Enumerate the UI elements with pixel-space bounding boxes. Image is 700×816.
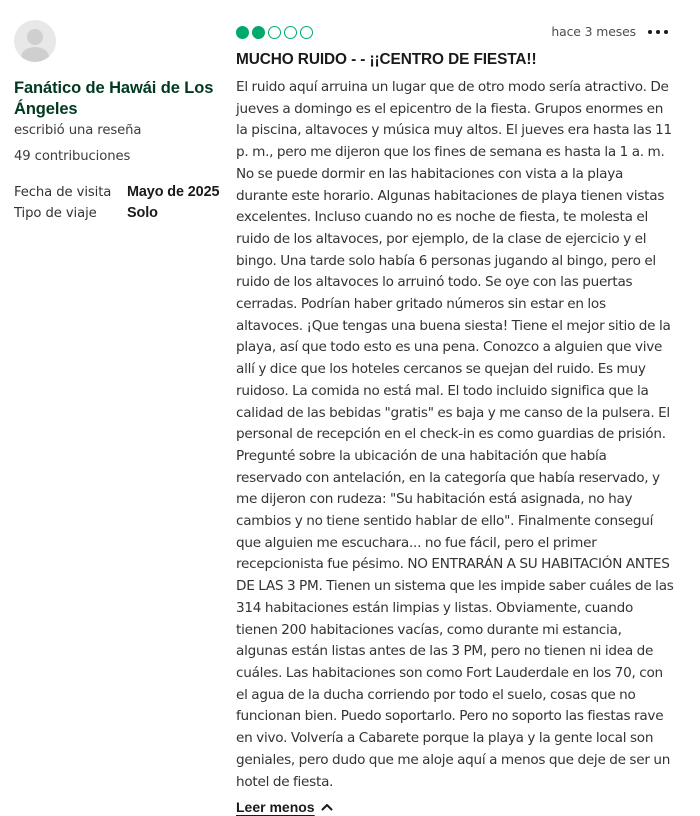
more-dot bbox=[656, 30, 660, 34]
user-avatar-icon bbox=[14, 20, 56, 62]
reviewer-name[interactable]: Fanático de Hawái de Los Ángeles bbox=[14, 79, 214, 118]
rating-bubble-empty bbox=[300, 26, 313, 39]
avatar[interactable] bbox=[14, 20, 56, 62]
more-options-icon[interactable] bbox=[648, 28, 668, 36]
read-less-label: Leer menos bbox=[236, 799, 315, 816]
rating-bubble-filled bbox=[236, 26, 249, 39]
review-title: MUCHO RUIDO - - ¡¡CENTRO DE FIESTA!! bbox=[236, 51, 537, 68]
more-dot bbox=[648, 30, 652, 34]
trip-type-label: Tipo de viaje bbox=[14, 206, 97, 221]
chevron-up-icon bbox=[321, 803, 333, 811]
contributions-count: 49 contribuciones bbox=[14, 149, 131, 164]
visit-date-value: Mayo de 2025 bbox=[127, 184, 220, 200]
read-less-button[interactable] bbox=[236, 799, 333, 815]
reviewer-sidebar bbox=[14, 20, 224, 224]
rating-bubble-empty bbox=[268, 26, 281, 39]
trip-type-row bbox=[14, 203, 224, 224]
more-dot bbox=[664, 30, 668, 34]
trip-type-value: Solo bbox=[127, 205, 158, 221]
rating-bubble-empty bbox=[284, 26, 297, 39]
visit-date-label: Fecha de visita bbox=[14, 185, 112, 200]
review-action-text: escribió una reseña bbox=[14, 123, 142, 138]
review-content bbox=[236, 24, 676, 816]
review-meta bbox=[14, 182, 224, 224]
review-text: El ruido aquí arruina un lugar que de otro modo sería atractivo. De jueves a domingo es el epicentro de la fiesta. Grupos enormes en la piscina, altavoces y música muy altos. El jueves era hasta las 11 p. m., pero me dijeron que los fines de semana es hasta la 1 a. m. No se puede dormir en las habitaciones con vista a la playa durante este horario. Algunas habitaciones de playa tienen vistas excelentes. Incluso cuando no es noche de fiesta, te molesta el ruido de los altavoces, por ejemplo, de la clase de ejercicio y el bingo. Una tarde solo había 6 personas jugando al bingo, pero el ruido de los altavoces lo arruinó todo. Se oye con las puertas cerradas. Podrían haber gritado números sin estar en los altavoces. ¡Que tengas una buena siesta! Tiene el mejor sitio de la playa, así que todo esto es una pena. Conozco a alguien que vive allí y dice que los hoteles cercanos se quejan del ruido. Es muy ruidoso. La comida no está mal. El todo incluido significa que la calidad de las bebidas "gratis" es baja y me canso de la pulsera. El personal de recepción en el check-in es como guardias de prisión. Pregunté sobre la ubicación de una habitación que había reservado con antelación, en la categoría que había reservado, y me dijeron con rudeza: "Su habitación está asignada, no hay cambios y no tiene sentido hablar de ello". Finalmente conseguí que alguien me escuchara... no fue fácil, pero el primer recepcionista fue pésimo. NO ENTRARÁN A SU HABITACIÓN ANTES DE LAS 3 PM. Tienen un sistema que les impide saber cuáles de las 314 habitaciones están limpias y listas. Obviamente, cuando tienen 200 habitaciones vacías, como durante mi estancia, algunas están listas antes de las 3 PM, pero no tienen ni idea de cuáles. Las habitaciones son como Fort Lauderdale en los 70, con el agua de la ducha corriendo por todo el suelo, cosas que no funcionan bien. Puedo soportarlo. Pero no soporto las fiestas rave en vivo. Volvería a Cabarete porque la playa y la gente local son geniales, pero dudo que me aloje aquí a menos que deje de ser un hotel de fiesta. bbox=[236, 79, 674, 790]
review-date: hace 3 meses bbox=[551, 24, 636, 39]
rating-bubble-filled bbox=[252, 26, 265, 39]
visit-date-row bbox=[14, 182, 224, 203]
